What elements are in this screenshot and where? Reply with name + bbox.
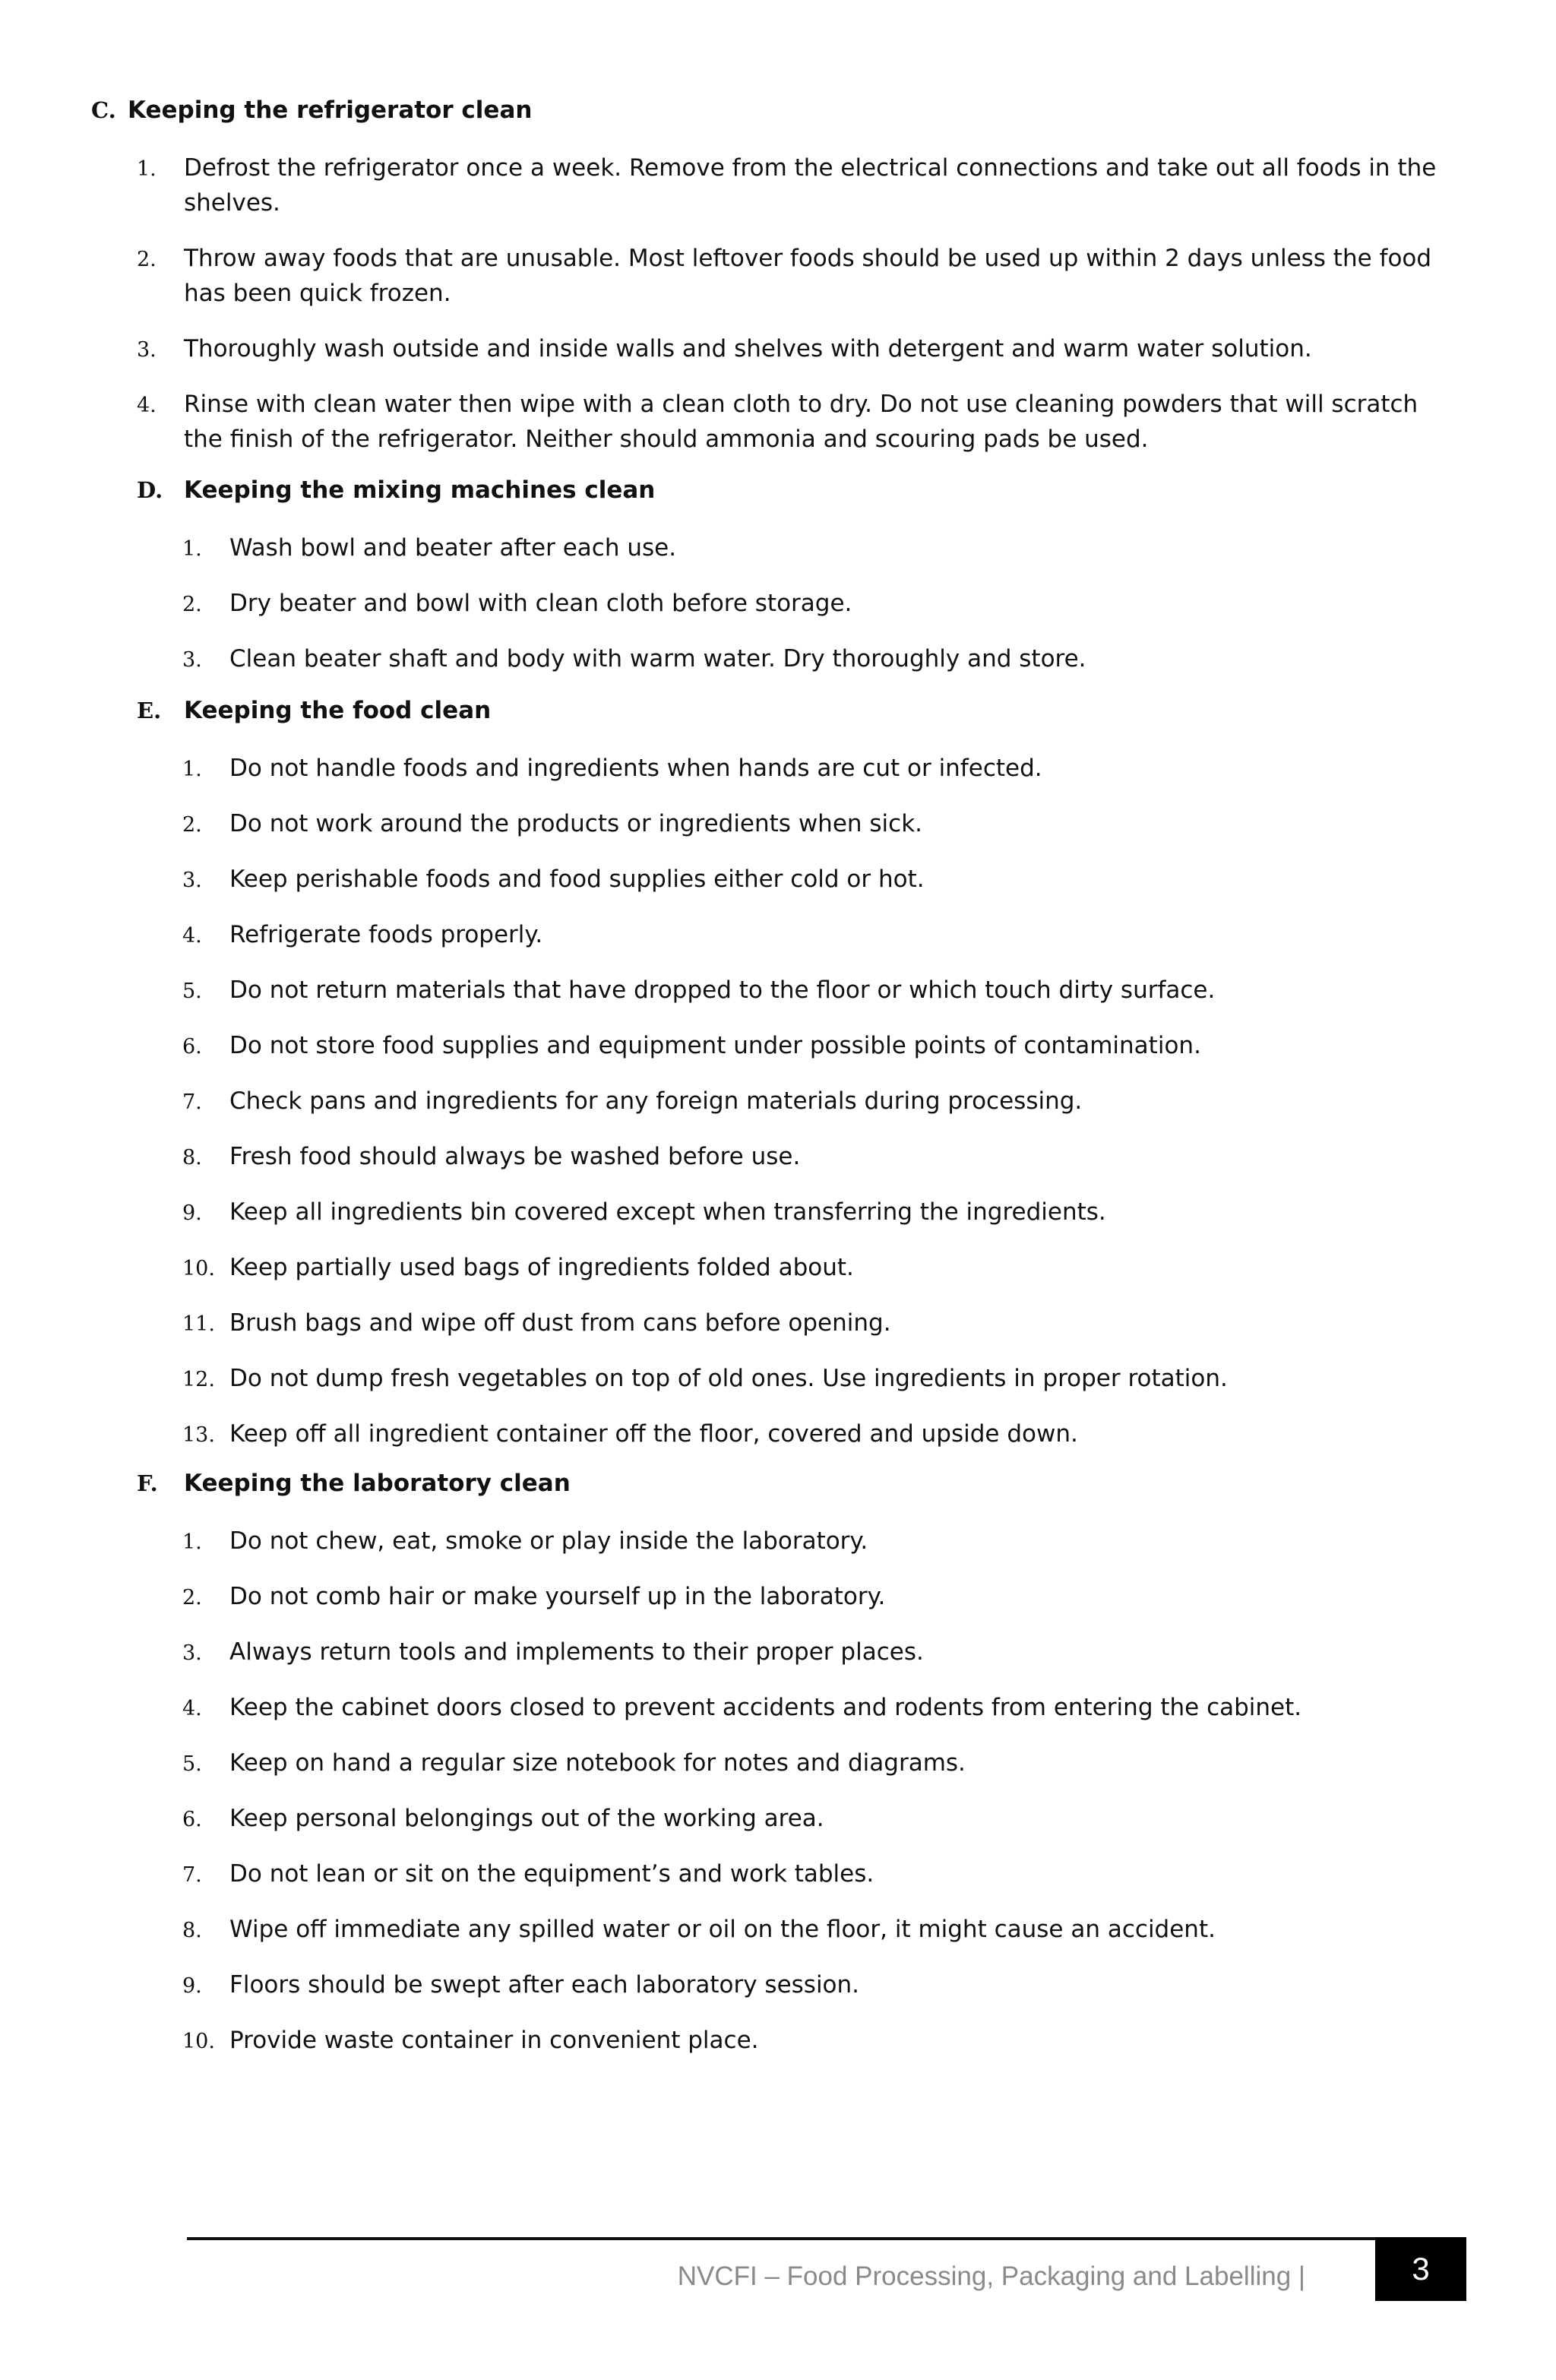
section-mixing-machines (137, 475, 1459, 697)
list-number: 4. (182, 924, 202, 948)
section-list (182, 751, 1459, 1472)
section-list (182, 530, 1459, 697)
footer-divider (187, 2237, 1375, 2240)
list-number: 3. (182, 869, 202, 892)
list-text: Do not comb hair or make yourself up in the laboratory. (229, 1583, 886, 1610)
list-item (137, 150, 1459, 241)
section-food (137, 695, 1459, 1472)
list-number: 13. (182, 1423, 215, 1447)
list-number: 4. (182, 1697, 202, 1720)
list-text: Thoroughly wash outside and inside walls and shelves with detergent and warm water solution. (184, 335, 1312, 362)
list-item (182, 530, 1459, 586)
list-item (182, 1139, 1459, 1195)
list-text: Fresh food should always be washed before use. (229, 1143, 801, 1170)
list-item (182, 1416, 1459, 1472)
list-text: Do not store food supplies and equipment under possible points of contamination. (229, 1032, 1201, 1059)
list-text: Throw away foods that are unusable. Most leftover foods should be used up within 2 days unless the food has been quick frozen. (184, 245, 1432, 307)
list-item (182, 1967, 1459, 2023)
section-heading (137, 1468, 1459, 1524)
list-item (182, 1801, 1459, 1856)
list-item (182, 806, 1459, 862)
list-number: 9. (182, 1201, 202, 1225)
list-number: 4. (137, 394, 157, 417)
list-text: Keep off all ingredient container off the floor, covered and upside down. (229, 1420, 1078, 1448)
list-item (182, 862, 1459, 917)
list-text: Rinse with clean water then wipe with a clean cloth to dry. Do not use cleaning powders that will scratch the finish of the refrigerator. Neither should ammonia and scouring pads be used. (184, 391, 1418, 453)
list-number: 5. (182, 1752, 202, 1776)
list-item (182, 1306, 1459, 1361)
list-text: Do not lean or sit on the equipment’s and work tables. (229, 1860, 874, 1888)
list-number: 1. (182, 758, 202, 781)
list-number: 1. (182, 537, 202, 561)
list-number: 3. (137, 338, 157, 362)
list-text: Provide waste container in convenient place. (229, 2027, 759, 2054)
list-number: 2. (182, 813, 202, 837)
list-text: Keep partially used bags of ingredients folded about. (229, 1254, 854, 1281)
list-number: 1. (182, 1530, 202, 1554)
list-number: 10. (182, 1257, 215, 1280)
list-number: 1. (137, 157, 157, 181)
list-text: Floors should be swept after each laboratory session. (229, 1971, 860, 1999)
section-title: Keeping the refrigerator clean (128, 97, 533, 124)
list-number: 3. (182, 1641, 202, 1665)
list-item (182, 2023, 1459, 2078)
list-item (182, 1856, 1459, 1912)
list-text: Do not chew, eat, smoke or play inside the laboratory. (229, 1527, 868, 1555)
list-text: Keep the cabinet doors closed to prevent accidents and rodents from entering the cabinet. (229, 1694, 1302, 1721)
list-text: Dry beater and bowl with clean cloth before storage. (229, 590, 852, 617)
list-item (182, 586, 1459, 641)
list-text: Do not dump fresh vegetables on top of old ones. Use ingredients in proper rotation. (229, 1365, 1228, 1392)
list-item (182, 1250, 1459, 1306)
list-item (182, 1635, 1459, 1690)
list-text: Do not work around the products or ingredients when sick. (229, 810, 923, 837)
list-text: Keep personal belongings out of the working area. (229, 1805, 824, 1832)
list-number: 7. (182, 1090, 202, 1114)
list-number: 7. (182, 1863, 202, 1887)
section-title: Keeping the mixing machines clean (184, 476, 656, 504)
section-list (182, 1524, 1459, 2078)
list-item (182, 751, 1459, 806)
list-number: 6. (182, 1808, 202, 1831)
list-text: Defrost the refrigerator once a week. Remove from the electrical connections and take out all foods in the shelves. (184, 154, 1437, 217)
list-number: 9. (182, 1974, 202, 1998)
list-number: 8. (182, 1146, 202, 1169)
list-text: Wipe off immediate any spilled water or oil on the floor, it might cause an accident. (229, 1916, 1216, 1943)
list-item (137, 331, 1459, 387)
list-text: Clean beater shaft and body with warm water. Dry thoroughly and store. (229, 645, 1086, 673)
list-item (182, 1579, 1459, 1635)
list-item (137, 387, 1459, 477)
list-item (182, 917, 1459, 973)
section-title: Keeping the food clean (184, 697, 492, 724)
list-number: 11. (182, 1312, 215, 1336)
list-text: Do not handle foods and ingredients when hands are cut or infected. (229, 755, 1042, 782)
section-letter: F. (137, 1470, 158, 1496)
section-title: Keeping the laboratory clean (184, 1470, 571, 1497)
section-heading (91, 95, 1459, 150)
list-text: Always return tools and implements to their proper places. (229, 1638, 924, 1666)
list-item (182, 641, 1459, 697)
list-item (182, 1361, 1459, 1416)
section-letter: E. (137, 698, 162, 723)
page-number: 3 (1375, 2237, 1466, 2301)
list-item (137, 241, 1459, 331)
list-number: 2. (182, 1586, 202, 1609)
list-text: Keep all ingredients bin covered except when transferring the ingredients. (229, 1198, 1106, 1226)
list-text: Check pans and ingredients for any foreign materials during processing. (229, 1087, 1083, 1115)
list-item (182, 1524, 1459, 1579)
list-number: 6. (182, 1035, 202, 1059)
section-letter: D. (137, 477, 163, 503)
list-text: Keep perishable foods and food supplies either cold or hot. (229, 866, 925, 893)
list-text: Brush bags and wipe off dust from cans before opening. (229, 1309, 891, 1337)
list-item (182, 1084, 1459, 1139)
list-number: 5. (182, 980, 202, 1003)
list-item (182, 1690, 1459, 1745)
list-item (182, 1912, 1459, 1967)
list-number: 2. (182, 593, 202, 616)
list-text: Keep on hand a regular size notebook for notes and diagrams. (229, 1749, 966, 1777)
list-number: 3. (182, 648, 202, 672)
footer-title: NVCFI – Food Processing, Packaging and Labelling | (677, 2261, 1305, 2291)
list-item (182, 1195, 1459, 1250)
section-list (137, 150, 1459, 477)
list-number: 10. (182, 2030, 215, 2053)
section-laboratory (137, 1468, 1459, 2078)
list-number: 2. (137, 248, 157, 271)
list-text: Do not return materials that have dropped to the floor or which touch dirty surface. (229, 976, 1216, 1004)
list-text: Wash bowl and beater after each use. (229, 534, 677, 562)
list-number: 12. (182, 1368, 215, 1391)
section-letter: C. (91, 97, 116, 123)
section-heading (137, 695, 1459, 751)
section-refrigerator (91, 95, 1459, 477)
list-item (182, 973, 1459, 1028)
section-heading (137, 475, 1459, 530)
list-number: 8. (182, 1919, 202, 1942)
list-item (182, 1028, 1459, 1084)
list-text: Refrigerate foods properly. (229, 921, 543, 948)
list-item (182, 1745, 1459, 1801)
